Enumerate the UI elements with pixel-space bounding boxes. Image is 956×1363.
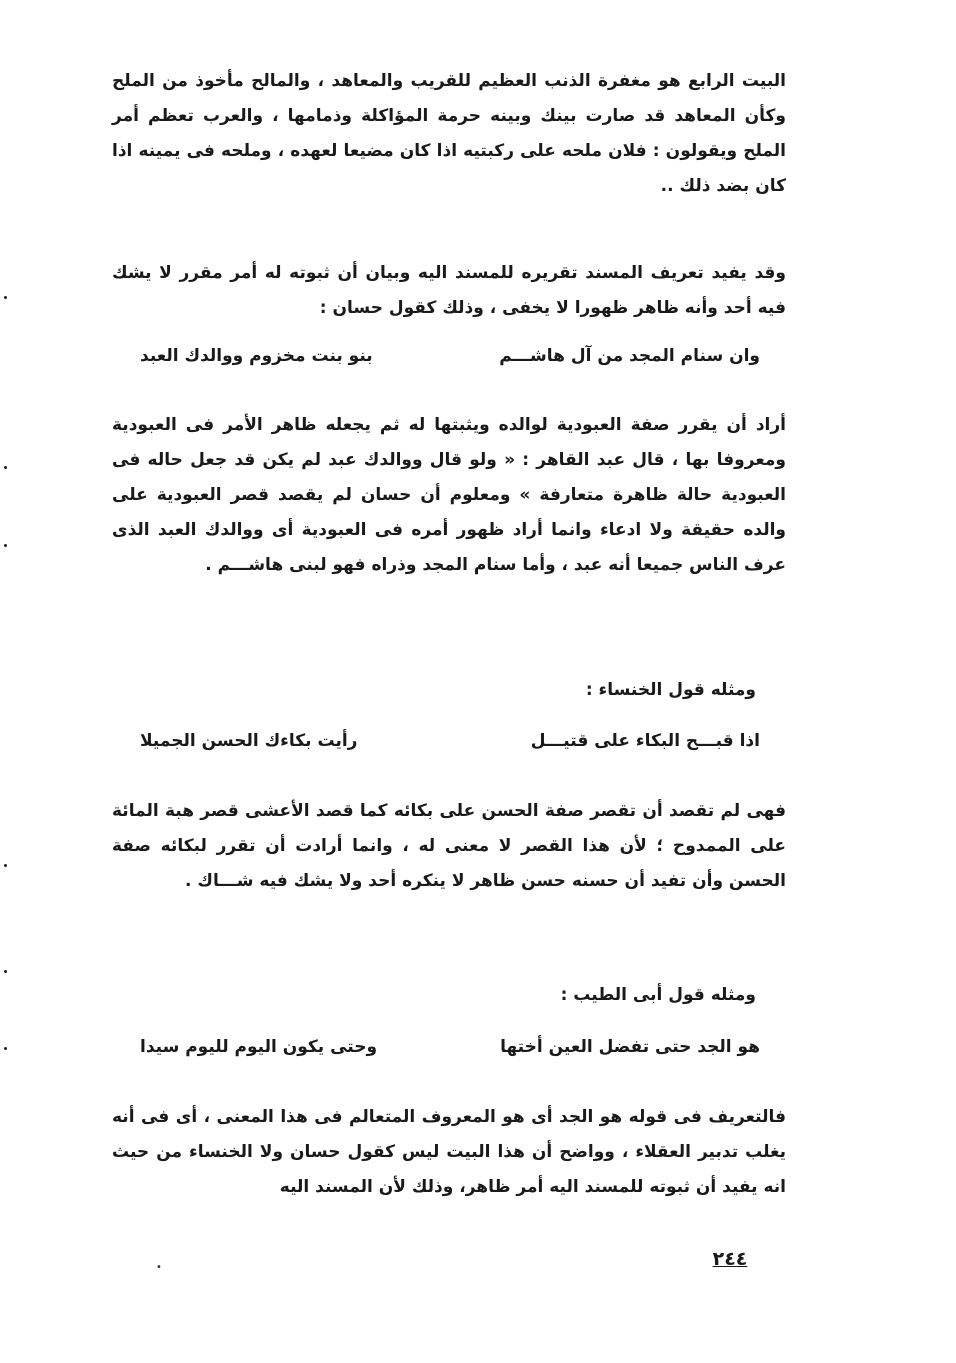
margin-mark — [4, 466, 7, 469]
paragraph-5 — [112, 1100, 786, 1205]
paragraph-4 — [112, 794, 786, 899]
verse-khansa — [140, 724, 760, 759]
paragraph-text: البيت الرابع هو مغفرة الذنب العظيم للقريب والمعاهد ، والمالح مأخوذ من الملح وكأن المعاهد قد صارت بينك وبينه حرمة المؤاكلة وذمامها ، والعرب تعظم أمر الملح ويقولون : فلان ملحه على ركبتيه اذا كان مضيعا لعهده ، وملحه فى يمينه اذا كان بضد ذلك .. — [112, 71, 786, 196]
margin-mark — [4, 864, 7, 867]
verse-hassan — [140, 339, 760, 374]
paragraph-text: وقد يفيد تعريف المسند تقريره للمسند اليه وبيان أن ثبوته له أمر مقرر لا يشك فيه أحد وأنه ظاهر ظهورا لا يخفى ، وذلك كقول حسان : — [112, 263, 786, 318]
paragraph-1 — [112, 64, 786, 204]
verse-second-hemistich: بنو بنت مخزوم ووالدك العبد — [140, 346, 373, 366]
verse-first-hemistich: اذا قبـــح البكاء على قتيـــل — [530, 731, 760, 751]
margin-mark — [4, 970, 7, 973]
intro-khansa: ومثله قول الخنساء : — [585, 680, 756, 700]
scan-speck: • — [156, 1262, 162, 1273]
margin-mark — [4, 1047, 7, 1050]
page-number: ٢٤٤ — [712, 1248, 748, 1270]
verse-first-hemistich: هو الجد حتى تفضل العين أختها — [500, 1037, 760, 1057]
paragraph-text: فهى لم تقصد أن تقصر صفة الحسن على بكائه كما قصد الأعشى قصر هبة المائة على الممدوح ؛ لأن هذا القصر لا معنى له ، وانما أرادت أن تقرر لبكائه صفة الحسن وأن تفيد أن حسنه حسن ظاهر لا ينكره أحد ولا يشك فيه شـــاك . — [112, 801, 786, 891]
paragraph-3 — [112, 408, 786, 583]
verse-abu-tayyib — [140, 1030, 760, 1065]
intro-abu-tayyib: ومثله قول أبى الطيب : — [560, 985, 756, 1005]
paragraph-text: أراد أن يقرر صفة العبودية لوالده ويثبتها له ثم يجعله ظاهر الأمر فى العبودية ومعروفا بها ، قال عبد القاهر : « ولو قال ووالدك عبد لم يكن قد جعل حاله فى العبودية حالة ظاهرة متعارفة » ومعلوم أن حسان لم يقصد قصر العبودية على والده حقيقة ولا ادعاء وانما أراد ظهور أمره فى العبودية أى ووالدك العبد الذى عرف الناس جميعا أنه عبد ، وأما سنام المجد وذراه فهو لبنى هاشـــم . — [112, 415, 786, 575]
verse-second-hemistich: وحتى يكون اليوم لليوم سيدا — [140, 1037, 378, 1057]
paragraph-text: فالتعريف فى قوله هو الجد أى هو المعروف المتعالم فى هذا المعنى ، أى فى أنه يغلب تدبير العقلاء ، وواضح أن هذا البيت ليس كقول حسان ولا الخنساء من حيث انه يفيد أن ثبوته للمسند اليه أمر ظاهر، وذلك لأن المسند اليه — [112, 1107, 786, 1197]
verse-second-hemistich: رأيت بكاءك الحسن الجميلا — [140, 731, 358, 751]
margin-mark — [4, 544, 7, 547]
margin-mark — [4, 296, 7, 299]
paragraph-2 — [112, 256, 786, 326]
verse-first-hemistich: وان سنام المجد من آل هاشـــم — [499, 346, 760, 366]
